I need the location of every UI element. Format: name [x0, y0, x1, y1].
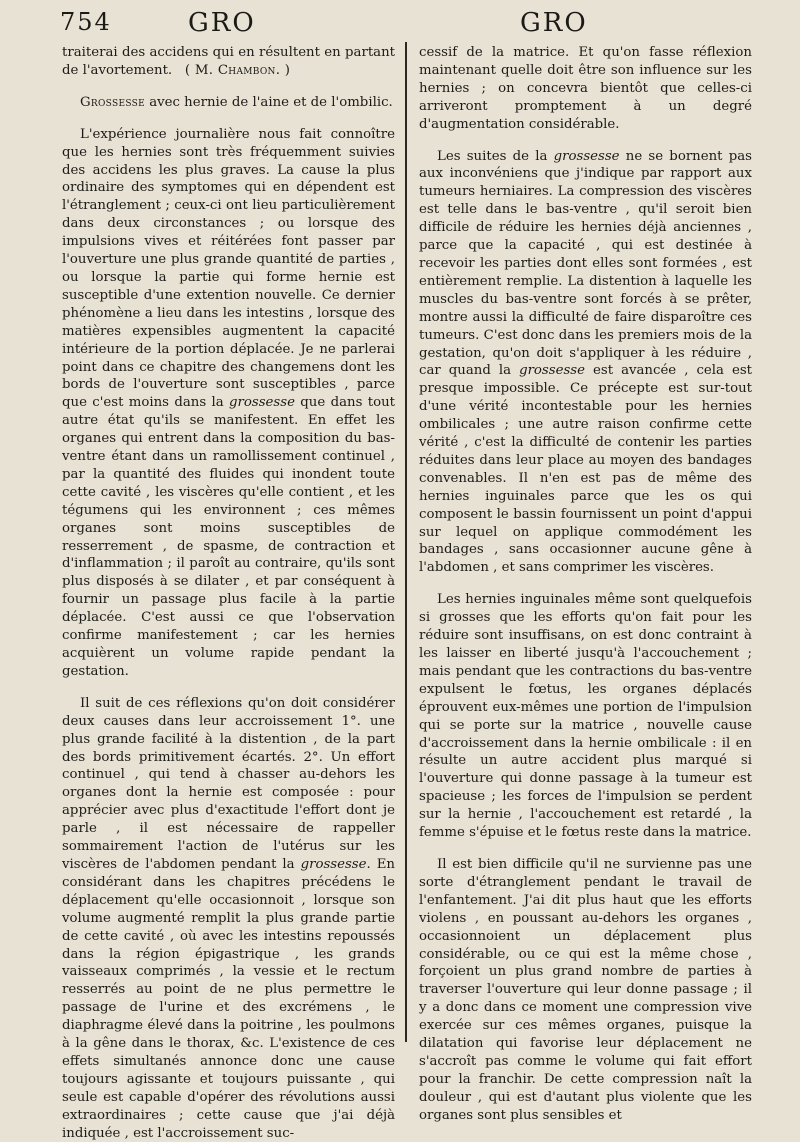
italic-term: grossesse — [300, 856, 367, 872]
paragraph-text: que dans tout autre état qu'ils se manifestent. En effet les organes qui entrent dans la composition du bas-ventre étant dans un ramollissement continuel , par la quantité des fluides qui inondent toute cette cavité , les viscères qu'elle contient , et les tégumens qui les environnent ; ces mêmes organes sont moins susceptibles de resserrement , de spasme, de contraction et d'inflammation ; il paroît au contraire, qu'ils sont plus disposés à se dilater , et par conséquent à fournir un passage plus facile à la partie déplacée. C'est aussi ce que l'observation confirme manifestement ; car les hernies acquièrent un volume rapide pendant la gestation. — [62, 395, 395, 679]
paragraph-text: L'expérience journalière nous fait connoître que les hernies sont très fréquemment suivies des accidens les plus graves. La cause la plus ordinaire des symptomes qui en dépendent est l'étranglement ; ceux-ci ont lieu particulièrement dans deux circonstances ; ou lorsque des impulsions vives et réitérées font passer par l'ouverture une plus grande quantité de parties , ou lorsque la partie qui forme hernie est susceptible d'une extention nouvelle. Ce dernier phénomène a lieu dans les intestins , lorsque des matières expensibles augmentent la capacité intérieure de la portion déplacée. Je ne parlerai point dans ce chapitre des changemens dont les bords de l'ouverture sont susceptibles , parce que c'est moins dans la — [62, 126, 395, 411]
page-number: 754 — [60, 8, 112, 36]
section-heading-text: avec hernie de l'aine et de l'ombilic. — [144, 94, 393, 110]
italic-term: grossesse — [229, 395, 295, 411]
left-column — [62, 44, 395, 1141]
paragraph — [62, 44, 395, 80]
paragraph — [62, 695, 395, 1142]
running-header — [0, 8, 800, 38]
paragraph — [419, 148, 752, 578]
paragraph-text: traiterai des accidens qui en résultent en partant de l'avortement. — [62, 45, 395, 78]
paragraph-text: est avancée , cela est presque impossible. Ce précepte est sur-tout d'une vérité incontestable pour les hernies ombilicales ; une autre raison confirme cette vérité , c'est la difficulté de contenir les parties réduites dans leur place au moyen des bandages convenables. Il n'en est pas de même des hernies inguinales parce que les os qui composent le bassin fournissent un point d'appui sur lequel on applique commodément les bandages , sans occasionner aucune gêne à l'abdomen , et sans comprimer les viscères. — [419, 363, 753, 576]
paragraph-text: ne se bornent pas aux inconvéniens que j'indique par rapport aux tumeurs herniaires. La compression des viscères est telle dans le bas-ventre , qu'il seroit bien difficile de réduire les hernies déjà anciennes , parce que la capacité , qui est destinée à recevoir les parties dont elles sont formées , est entièrement remplie. La distention à laquelle les muscles du bas-ventre sont forcés à se prêter, montre aussi la difficulté de faire disparoître ces tumeurs. C'est donc dans les premiers mois de la gestation, qu'on doit s'appliquer à les réduire , car quand la — [419, 148, 753, 379]
right-column — [419, 44, 753, 1123]
section-heading — [62, 94, 395, 112]
paragraph: Les hernies inguinales même sont quelquefois si grosses que les efforts qu'on fait pour les réduire sont insuffisans, on est donc contraint à les laisser en liberté jusqu'à l'accouchement ; mais pendant que les contractions du bas-ventre expulsent le fœtus, les organes déplacés éprouvent eux-mêmes une portion de l'impulsion qui se porte sur la matrice , nouvelle cause d'accroissement dans la hernie ombilicale : il en résulte un autre accident plus marqué si l'ouverture qui donne passage à la tumeur est spacieuse ; les forces de l'impulsion se perdent sur la hernie , l'accouchement est retardé , la femme s'épuise et le fœtus reste dans la matrice. — [419, 592, 752, 841]
italic-term: grossesse — [553, 148, 620, 164]
section-heading-keyword: Grossesse — [80, 94, 145, 110]
column-divider — [405, 42, 407, 1042]
paragraph: cessif de la matrice. Et qu'on fasse réflexion maintenant quelle doit être son influence sur les hernies ; on concevra bientôt que celles-ci arriveront promptement à un degré d'augmentation considérable. — [419, 45, 752, 132]
author-signature: ( M. Chambon. ) — [184, 62, 291, 78]
italic-term: grossesse — [519, 363, 585, 379]
paragraph-text: Il suit de ces réflexions qu'on doit considérer deux causes dans leur accroissement 1°. une plus grande facilité à la distention , de la part des bords primitivement écartés. 2°. Un effort continuel , qui tend à chasser au-dehors les organes dont la hernie est composée : pour apprécier avec plus d'exactitude l'effort dont je parle , il est nécessaire de rappeller sommairement l'action de l'utérus sur les viscères de l'abdomen pendant la — [62, 695, 395, 872]
running-head-right: GRO — [520, 8, 588, 38]
paragraph-text: . En considérant dans les chapitres précédens le déplacement qu'elle occasionnoit , lorsque son volume augmenté remplit la plus grande partie de cette cavité , où avec les intestins repoussés dans la région épigastrique , les grands vaisseaux comprimés , la vessie et le rectum resserrés au point de ne plus permettre le passage de l'urine et des excrémens , le diaphragme élevé dans la poitrine , les poulmons à la gêne dans le thorax, &c. L'existence de ces effets simultanés annonce donc une cause toujours agissante et toujours puissante , qui seule est capable d'opérer des révolutions aussi extraordinaires ; cette cause que j'ai déjà indiquée , est l'accroissement suc- — [62, 856, 395, 1141]
paragraph-text: Les suites de la — [437, 148, 554, 164]
running-head-left: GRO — [188, 8, 256, 38]
paragraph — [62, 126, 395, 681]
paragraph: Il est bien difficile qu'il ne survienne pas une sorte d'étranglement pendant le travail de l'enfantement. J'ai dit plus haut que les efforts violens , en poussant au-dehors les organes , occasionnoient un déplacement plus considérable, ou ce qui est la même chose , forçoient un plus grand nombre de parties à traverser l'ouverture qui leur donne passage ; il y a donc dans ce moment une compression vive exercée sur ces mêmes organes, puisque la dilatation qui favorise leur déplacement ne s'accroît pas comme le volume qui fait effort pour la franchir. De cette compression naît la douleur , qui est d'autant plus violente que les organes sont plus sensibles et — [419, 856, 752, 1123]
